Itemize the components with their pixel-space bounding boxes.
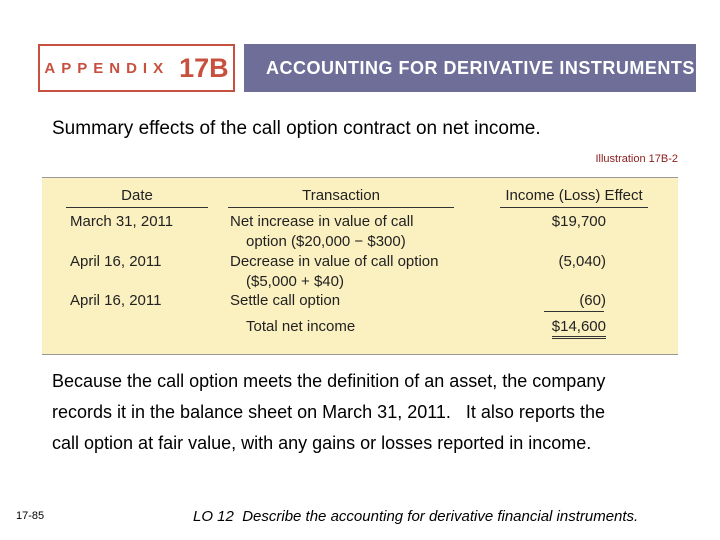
- chapter-title-banner: [244, 44, 696, 92]
- row2-amount: (5,040): [558, 253, 606, 270]
- subtotal-rule: [544, 311, 604, 312]
- appendix-label: APPENDIX: [44, 59, 170, 77]
- illustration-label: Illustration 17B-2: [595, 153, 678, 165]
- learning-objective: LO 12 Describe the accounting for derivative financial instruments.: [193, 508, 639, 525]
- header-transaction: Transaction: [228, 187, 454, 208]
- explanation-paragraph: [52, 366, 692, 459]
- slide-number: 17-85: [16, 510, 45, 522]
- row1-date: March 31, 2011: [70, 213, 174, 230]
- appendix-banner: [38, 44, 235, 92]
- header-effect: Income (Loss) Effect: [500, 187, 648, 208]
- row3-amount: (60): [579, 292, 606, 309]
- explanation-line-2: records it in the balance sheet on March 31, 2011. It also reports the: [52, 402, 605, 422]
- income-effect-table: [42, 177, 678, 355]
- row2-date: April 16, 2011: [70, 253, 162, 270]
- row1-amount: $19,700: [551, 213, 606, 230]
- row1-transaction-line2: option ($20,000 − $300): [246, 233, 406, 250]
- explanation-line-1: Because the call option meets the definition of an asset, the company: [52, 371, 606, 391]
- row2-transaction-line2: ($5,000 + $40): [246, 273, 344, 290]
- header-date: Date: [66, 187, 208, 208]
- total-amount: $14,600: [552, 318, 606, 339]
- slide-heading: Summary effects of the call option contract on net income.: [52, 118, 541, 139]
- row3-transaction: Settle call option: [230, 292, 341, 309]
- explanation-line-3: call option at fair value, with any gains or losses reported in income.: [52, 433, 592, 453]
- row2-transaction-line1: Decrease in value of call option: [230, 253, 439, 270]
- total-label: Total net income: [246, 318, 356, 335]
- row1-transaction-line1: Net increase in value of call: [230, 213, 414, 230]
- appendix-number: 17B: [179, 52, 229, 83]
- row3-date: April 16, 2011: [70, 292, 162, 309]
- chapter-title: ACCOUNTING FOR DERIVATIVE INSTRUMENTS: [266, 57, 695, 78]
